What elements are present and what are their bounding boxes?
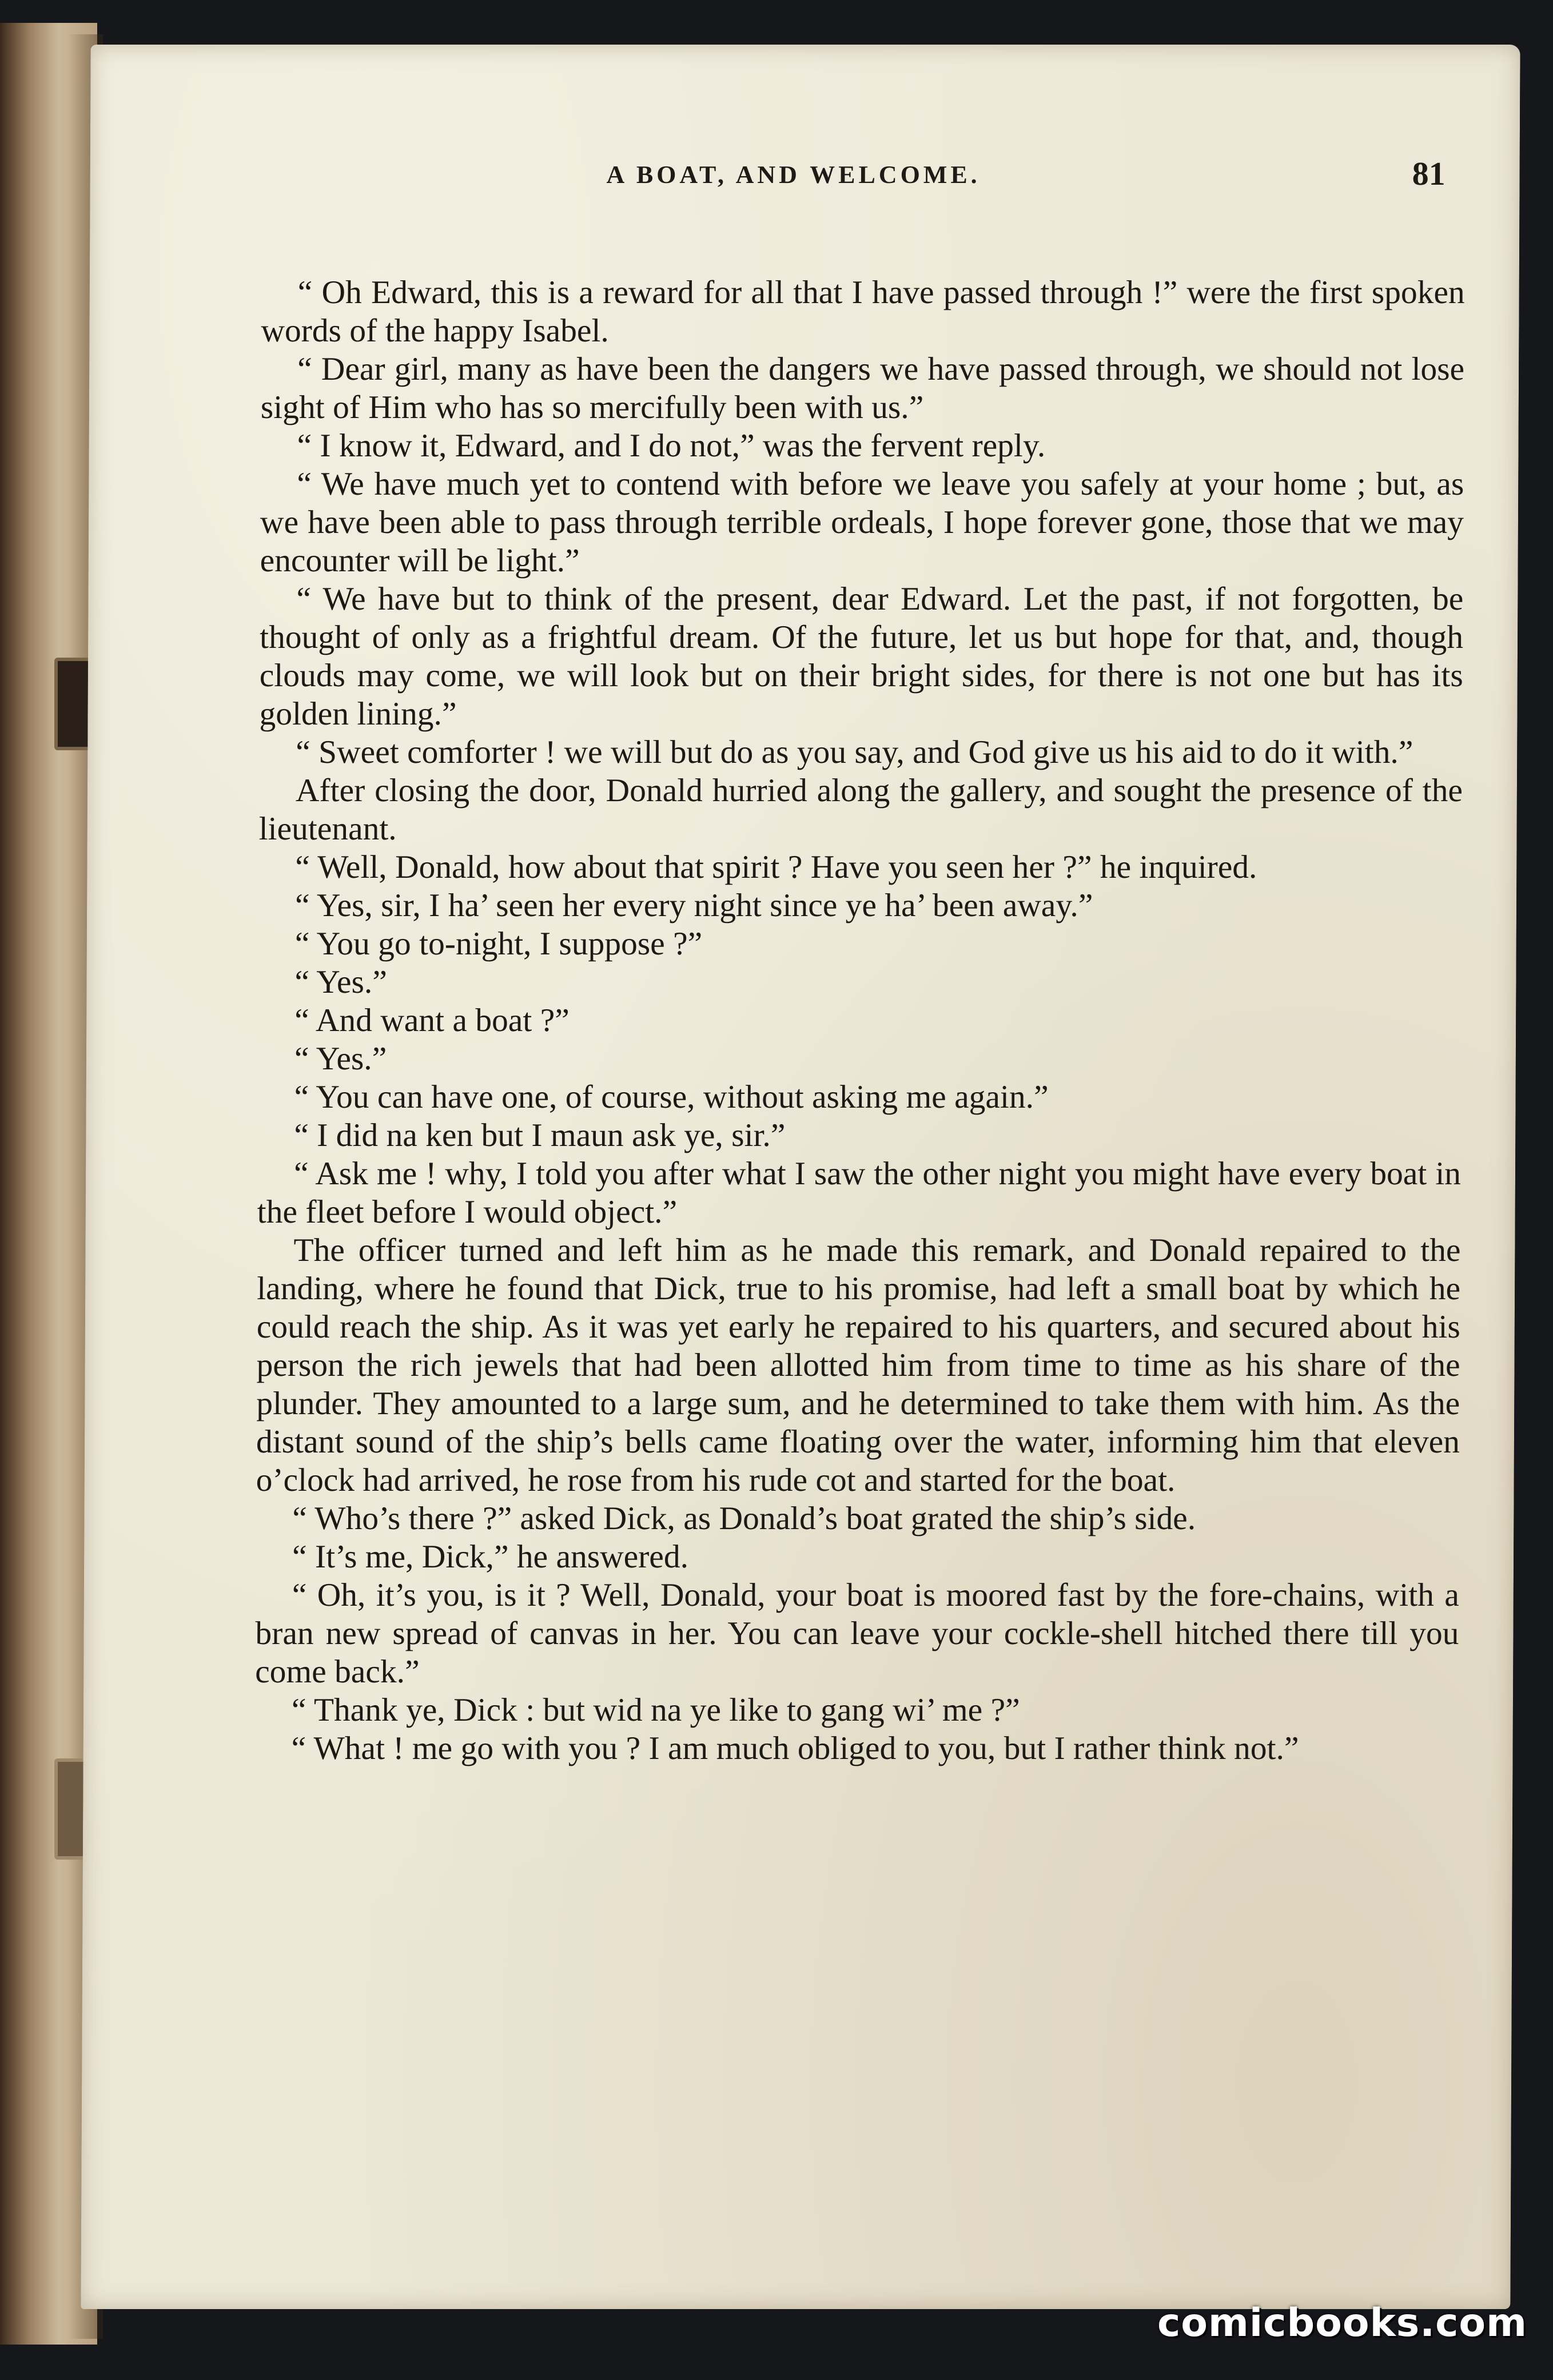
paragraph: “ You can have one, of course, without asking me again.”: [294, 1079, 1049, 1115]
paragraph: “ Yes.”: [294, 1041, 387, 1077]
running-head: [90, 154, 1519, 200]
body-text: [254, 273, 1464, 1768]
paragraph: “ Dear girl, many as have been the dangers we have passed through, we should not lose sight of Him who has so mercifully been with us.”: [260, 351, 1465, 425]
paragraph: “ Oh, it’s you, is it ? Well, Donald, your boat is moored fast by the fore-chains, with a bran new spread of canvas in her. You can leave your cockle-shell hitched there till you come back.”: [255, 1577, 1459, 1690]
paragraph: “ Oh Edward, this is a reward for all that I have passed through !” were the first spoken words of the happy Isabel.: [261, 274, 1465, 349]
paragraph: “ We have much yet to contend with before we leave you safely at your home ; but, as we have been able to pass through terrible ordeals, I hope forever gone, those that we may encounter will be light.”: [260, 466, 1464, 579]
page: [81, 45, 1520, 2309]
paragraph: After closing the door, Donald hurried along the gallery, and sought the presence of the lieutenant.: [258, 773, 1463, 847]
paragraph: “ Yes, sir, I ha’ seen her every night since ye ha’ been away.”: [294, 887, 1093, 924]
paragraph: “ I did na ken but I maun ask ye, sir.”: [294, 1117, 786, 1153]
watermark-logo: comicbooks.com: [1157, 2301, 1527, 2346]
paragraph: “ Who’s there ?” asked Dick, as Donald’s boat grated the ship’s side.: [292, 1501, 1196, 1537]
page-number: 81: [1412, 155, 1446, 192]
paragraph: “ We have but to think of the present, dear Edward. Let the past, if not forgotten, be thought of only as a frightful dream. Of the future, let us but hope for that, and, though clouds may come, we will look but on their bright sides, for there is not one but has its golden lining.”: [259, 581, 1464, 732]
paragraph: “ It’s me, Dick,” he answered.: [292, 1539, 689, 1575]
paragraph: “ I know it, Edward, and I do not,” was the fervent reply.: [297, 428, 1046, 464]
paragraph: “ Yes.”: [294, 964, 387, 1000]
paragraph: “ What ! me go with you ? I am much obliged to you, but I rather think not.”: [291, 1730, 1299, 1766]
running-title: A BOAT, AND WELCOME.: [606, 161, 981, 189]
paragraph: The officer turned and left him as he made this remark, and Donald repaired to the landing, where he found that Dick, true to his promise, had left a small boat by which he could reach the ship. As it was yet early he repaired to his quarters, and secured about his person the rich jewels that had been allotted him from time to time as his share of the plunder. They amounted to a large sum, and he determined to take them with him. As the distant sound of the ship’s bells came floating over the water, informing him that eleven o’clock had arrived, he rose from his rude cot and started for the boat.: [256, 1232, 1461, 1498]
paragraph: “ Ask me ! why, I told you after what I saw the other night you might have every boat in the fleet before I would object.”: [257, 1156, 1462, 1230]
paragraph: “ Well, Donald, how about that spirit ? Have you seen her ?” he inquired.: [295, 849, 1257, 885]
paragraph: “ And want a boat ?”: [294, 1002, 570, 1038]
paragraph: “ Sweet comforter ! we will but do as you say, and God give us his aid to do it with.”: [296, 734, 1413, 770]
paragraph: “ Thank ye, Dick : but wid na ye like to gang wi’ me ?”: [291, 1692, 1020, 1728]
paragraph: “ You go to-night, I suppose ?”: [294, 926, 703, 962]
